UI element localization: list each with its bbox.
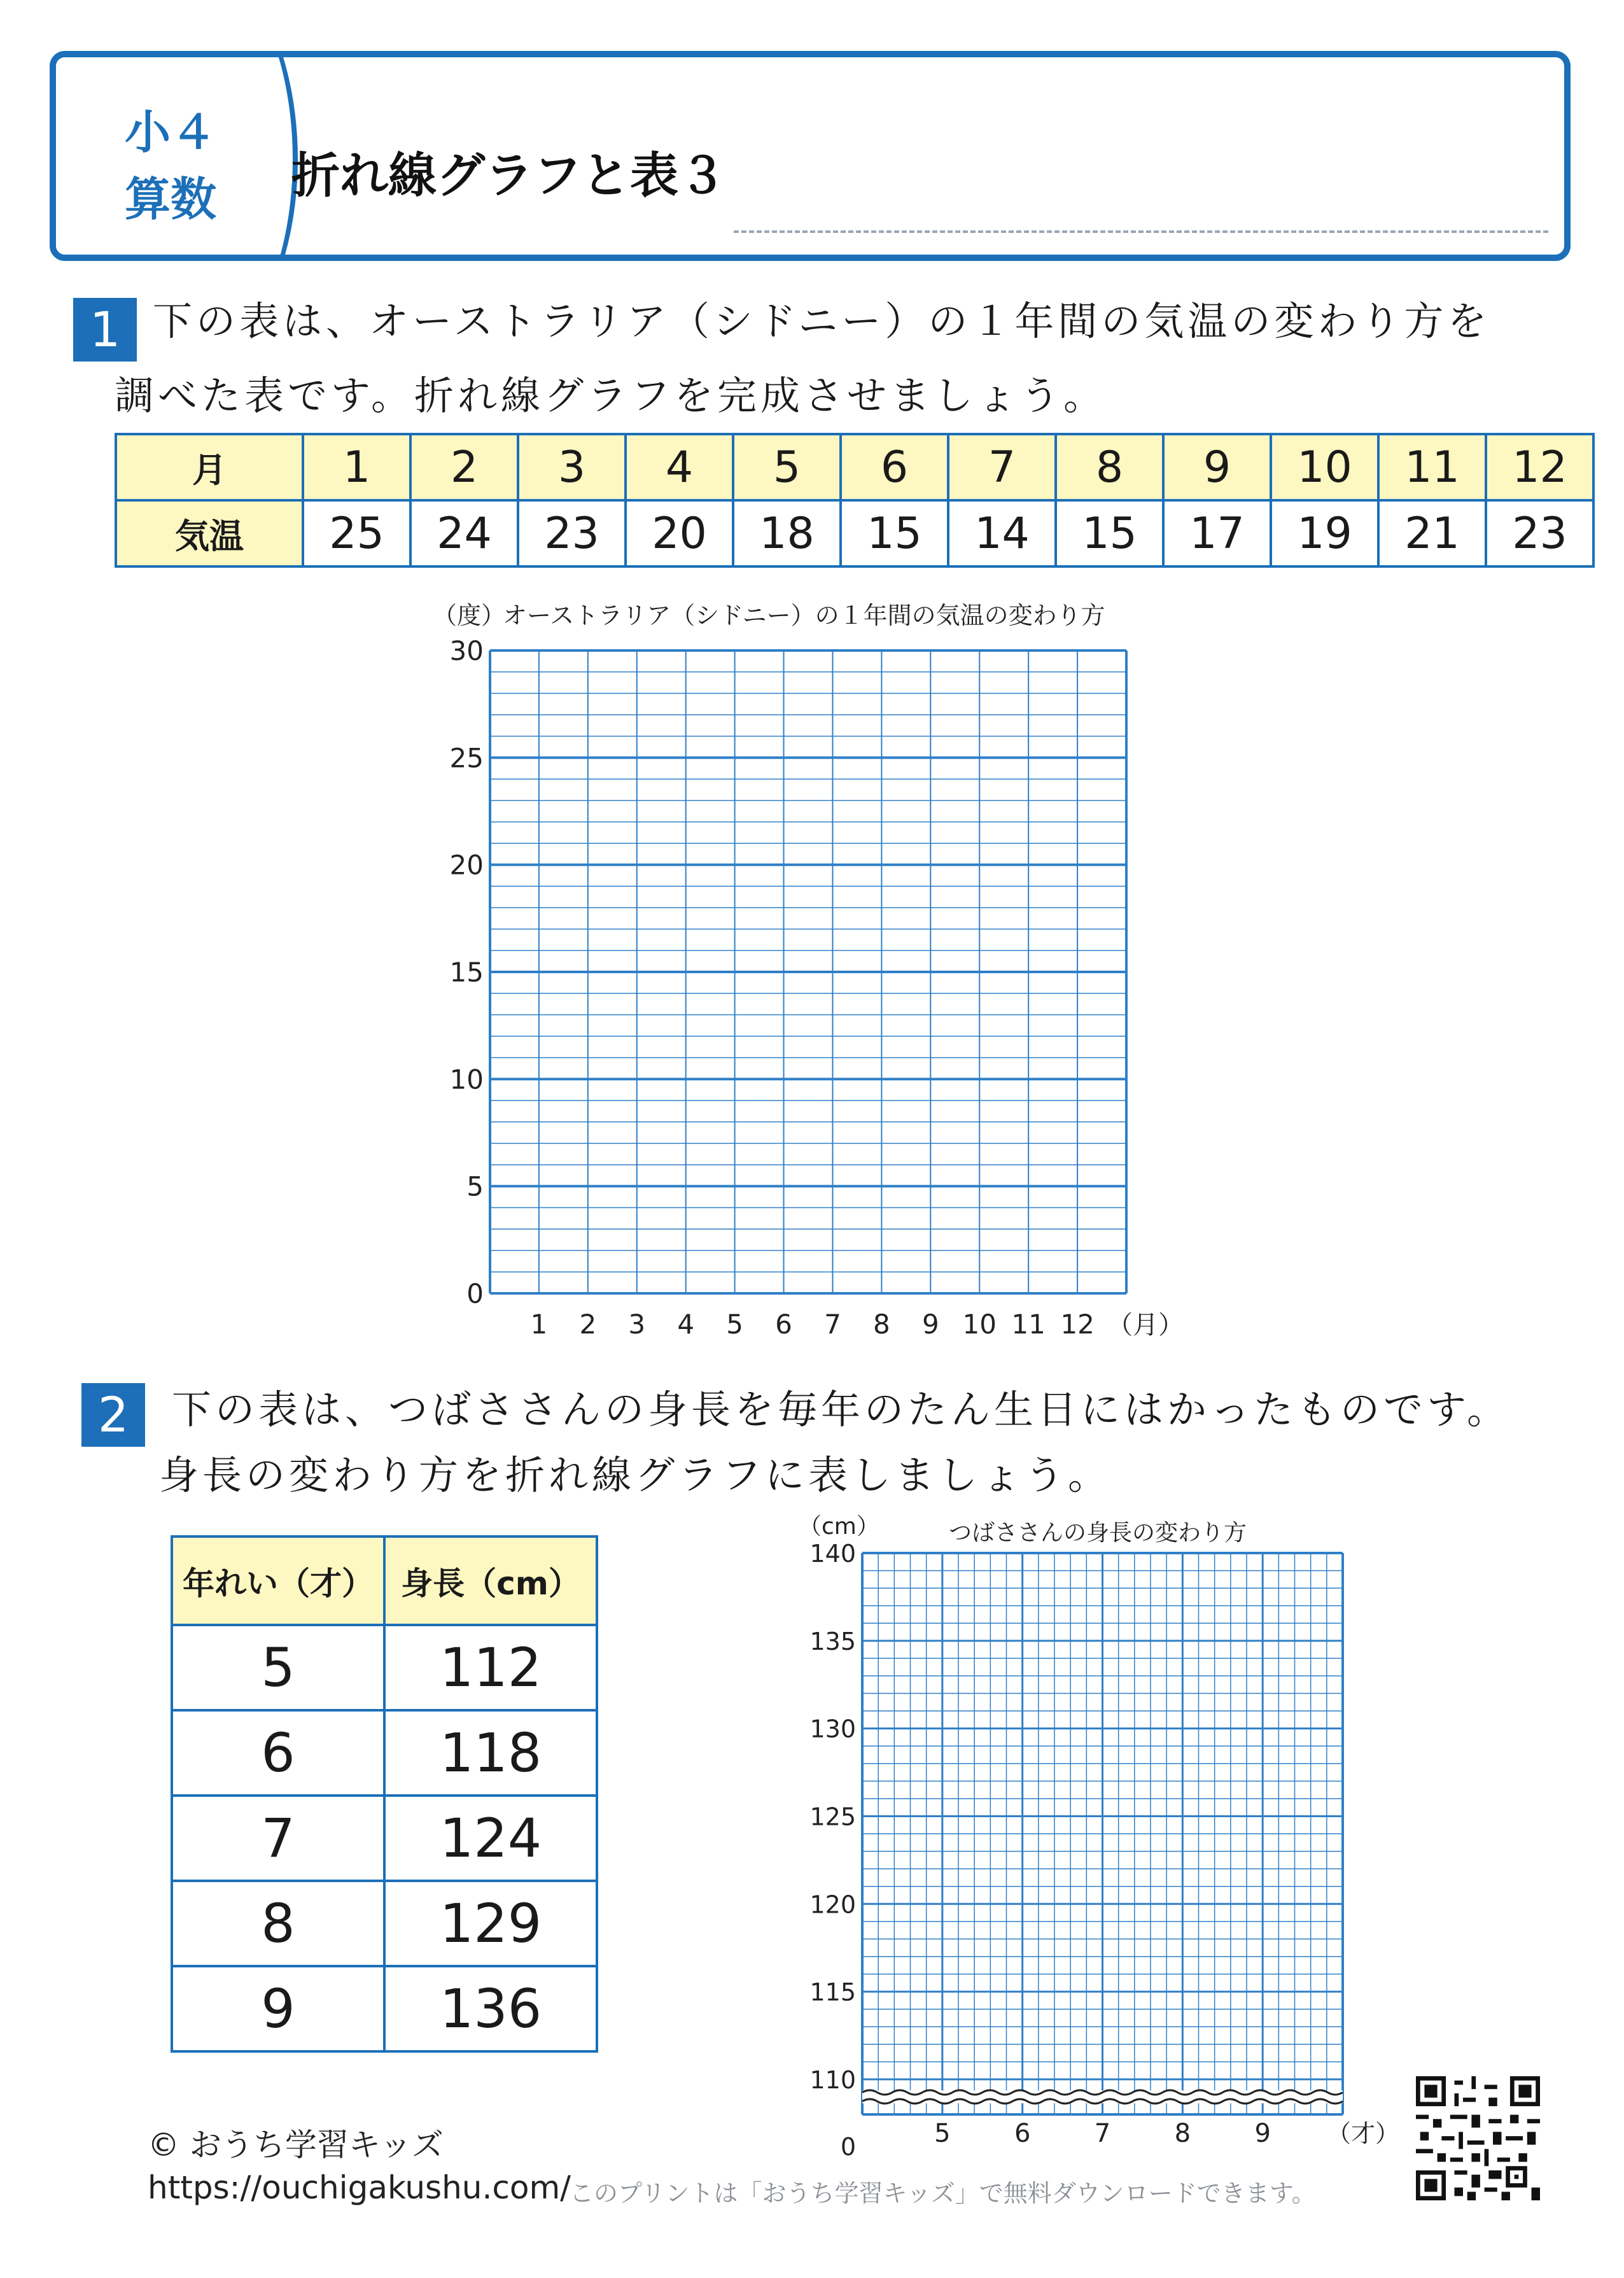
chart1-grid: [490, 650, 1126, 1293]
temperature-cell: 25: [303, 500, 410, 566]
chart1-y-tick-label: 5: [466, 1171, 484, 1202]
height-chart: [0, 1464, 1624, 2164]
temperature-cell: 15: [841, 500, 948, 566]
month-cell: 8: [1056, 434, 1163, 500]
section2-instruction-line1: 下の表は、つばささんの身長を毎年のたん生日にはかったものです。: [172, 1386, 1511, 1433]
chart1-y-tick-label: 10: [449, 1064, 484, 1095]
temperature-cell: 23: [1486, 500, 1593, 566]
chart2-y-tick-label: 110: [809, 2065, 856, 2094]
temperature-cell: 18: [733, 500, 841, 566]
temperature-cell: 21: [1378, 500, 1486, 566]
temperature-cell: 24: [410, 500, 518, 566]
temperature-cell: 19: [1271, 500, 1378, 566]
age-cell: 5: [172, 1625, 384, 1710]
chart2-x-ticks: [934, 2119, 1271, 2148]
chart1-x-tick-label: 3: [628, 1309, 646, 1340]
chart1-x-tick-label: 12: [1060, 1309, 1095, 1340]
temperature-cell: 17: [1163, 500, 1271, 566]
month-cell: 5: [733, 434, 841, 500]
chart1-x-tick-label: 10: [962, 1309, 997, 1340]
month-cell: 3: [518, 434, 626, 500]
section1-instruction-line1: 下の表は、オーストラリア（シドニー）の１年間の気温の変わり方を: [153, 298, 1491, 344]
subject-label: 算数: [124, 172, 216, 226]
chart1-y-tick-label: 25: [449, 742, 484, 774]
chart1-x-tick-label: 11: [1011, 1309, 1046, 1340]
month-cell: 11: [1378, 434, 1486, 500]
chart2-x-tick-label: 7: [1094, 2119, 1111, 2148]
chart2-y-tick-label: 130: [809, 1715, 856, 1743]
age-header: 年れい（才）: [172, 1536, 384, 1625]
chart1-x-tick-label: 8: [873, 1309, 890, 1340]
month-cell: 4: [626, 434, 733, 500]
chart2-y-unit: （cm）: [799, 1514, 879, 1540]
height-cell: 118: [384, 1710, 597, 1796]
section1-instruction-line2: 調べた表です。折れ線グラフを完成させましょう。: [115, 372, 1107, 419]
chart2-y-tick-label: 140: [809, 1540, 856, 1568]
chart2-y-tick-label: 0: [840, 2133, 856, 2161]
month-cell: 6: [841, 434, 948, 500]
chart2-y-tick-label: 120: [809, 1890, 856, 1919]
chart2-x-tick-label: 9: [1254, 2119, 1271, 2148]
worksheet-title: 折れ線グラフと表３: [291, 147, 727, 204]
chart2-axis-break: [862, 2090, 1343, 2104]
height-cell: 112: [384, 1625, 597, 1710]
month-cell: 10: [1271, 434, 1378, 500]
chart1-x-tick-label: 9: [921, 1309, 939, 1340]
month-cell: 12: [1486, 434, 1593, 500]
chart1-x-tick-label: 1: [530, 1309, 548, 1340]
month-cell: 2: [410, 434, 518, 500]
temperature-header: 気温: [116, 500, 303, 566]
section2-instruction-line2: 身長の変わり方を折れ線グラフに表しましょう。: [159, 1452, 1112, 1498]
age-cell: 6: [172, 1710, 384, 1796]
chart1-x-tick-label: 6: [775, 1309, 792, 1340]
chart2-x-tick-label: 5: [934, 2119, 951, 2148]
chart2-x-unit: （才）: [1327, 2120, 1400, 2148]
chart2-x-tick-label: 6: [1014, 2119, 1031, 2148]
month-header: 月: [116, 434, 303, 500]
chart2-x-tick-label: 8: [1174, 2119, 1191, 2148]
height-header: 身長（cm）: [384, 1536, 597, 1625]
chart2-y-ticks: [809, 1540, 856, 2161]
age-cell: 9: [172, 1966, 384, 2051]
chart1-y-tick-label: 20: [449, 849, 484, 881]
age-cell: 7: [172, 1796, 384, 1881]
height-cell: 136: [384, 1966, 597, 2051]
section1-badge: 1: [73, 298, 137, 362]
height-cell: 124: [384, 1796, 597, 1881]
chart2-title: つばささんの身長の変わり方: [948, 1520, 1247, 1546]
chart1-y-unit: （度）: [433, 601, 506, 629]
temperature-cell: 20: [626, 500, 733, 566]
month-cell: 7: [948, 434, 1056, 500]
temperature-cell: 14: [948, 500, 1056, 566]
chart1-x-tick-label: 5: [726, 1309, 743, 1340]
chart2-grid: [862, 1553, 1343, 2114]
chart1-y-tick-label: 15: [449, 957, 484, 988]
age-cell: 8: [172, 1881, 384, 1966]
chart1-x-tick-label: 4: [677, 1309, 695, 1340]
chart2-y-tick-label: 135: [809, 1627, 856, 1656]
footer-copyright: © おうち学習キッズ: [148, 2127, 444, 2163]
height-cell: 129: [384, 1881, 597, 1966]
section2-badge: 2: [81, 1383, 145, 1447]
temperature-cell: 23: [518, 500, 626, 566]
chart1-x-tick-label: 7: [824, 1309, 841, 1340]
chart1-x-ticks: [531, 1309, 1095, 1340]
chart1-y-ticks: [450, 635, 484, 1309]
chart2-y-tick-label: 115: [809, 1978, 856, 2007]
temperature-cell: 15: [1056, 500, 1163, 566]
month-cell: 1: [303, 434, 410, 500]
chart1-title: オーストラリア（シドニー）の１年間の気温の変わり方: [503, 601, 1105, 629]
chart1-y-tick-label: 30: [449, 635, 484, 666]
month-cell: 9: [1163, 434, 1271, 500]
grade-label: 小４: [124, 106, 216, 159]
footer-note: このプリントは「おうち学習キッズ」で無料ダウンロードできます。: [570, 2179, 1316, 2207]
qr-code-icon: [1416, 2076, 1540, 2200]
chart1-x-unit: （月）: [1107, 1311, 1184, 1340]
footer-url[interactable]: https://ouchigakushu.com/: [148, 2169, 571, 2206]
chart2-y-tick-label: 125: [809, 1803, 856, 1831]
chart1-y-tick-label: 0: [466, 1278, 484, 1309]
chart1-x-tick-label: 2: [579, 1309, 597, 1340]
